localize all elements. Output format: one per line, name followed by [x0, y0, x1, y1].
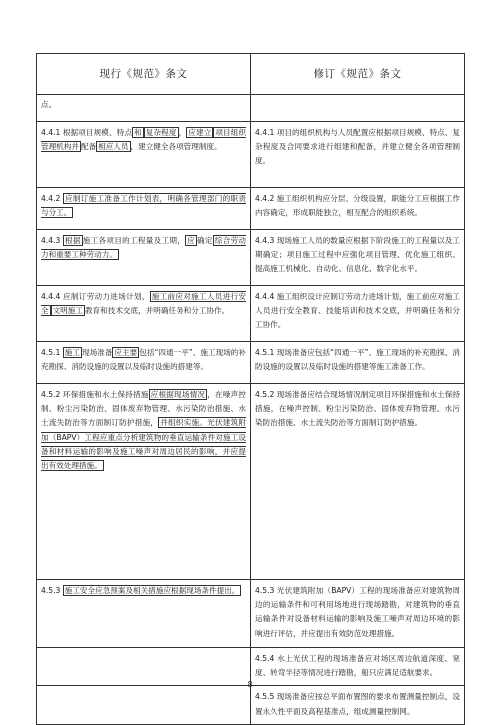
current-clause: 4.5.3 施工安全应急预案及相关措施应根据现场条件提出。 [37, 580, 251, 648]
table-row [37, 686, 465, 724]
table-row [37, 188, 465, 230]
revised-clause: 4.4.3 现场施工人员的数量应根据下阶段施工的工程量以及工期确定；项目施工过程中应强化项目管理、优化施工组织、提高施工机械化、自动化、信息化、数字化水平。 [251, 230, 465, 286]
current-clause: 4.4.3 根据 施工各项目的工程量及工期， 应 确定 综合劳动力和重要工种劳动力。 [37, 230, 251, 286]
revised-clause: 4.5.2 现场准备应结合现场情况制定项目环保措施和水土保持措施，在噪声控制、粉尘污染防治、固体废弃物管理、水污染防治措施、水土流失防治等方面制订防护措施。 [251, 384, 465, 580]
header-revised: 修订《规范》条文 [251, 54, 465, 95]
revised-clause [251, 95, 465, 122]
revised-clause: 4.5.4 水上光伏工程的现场准备应对场区周边航道深度、宽度、转弯半径等情况进行踏勘，船只应满足适航要求。 [251, 648, 465, 686]
current-clause: 点。 [37, 95, 251, 122]
current-clause: 4.5.1 施工 现场准备 应主要 包括“四通一平”、施工现场的补充勘探、消防设施的设置以及临时设施的搭建等。 [37, 342, 251, 384]
current-clause: 4.5.2 环保措施和水土保持措施 应根据现场情况 ，在噪声控制、粉尘污染防治、固体废弃物管理、水污染防治措施、水土流失防治等方面制订防护措施， 并组织实施。光伏建筑附加（BAPV）工程应重点分析建筑物的垂直运输条件对施工设备和材料运输的影响及施工噪声对周边居民的影响，并应提出有效处理措施。 [37, 384, 251, 580]
table-row [37, 286, 465, 342]
comparison-table [36, 53, 465, 725]
revised-clause: 4.5.5 现场准备应按总平面布置图的要求布置测量控制点，设置永久性平面及高程基准点，组成测量控制网。 [251, 686, 465, 724]
current-clause-empty [37, 686, 251, 724]
table-row [37, 95, 465, 122]
header-current: 现行《规范》条文 [37, 54, 251, 95]
revised-clause: 4.4.4 施工组织设计应制订劳动力进场计划，施工前应对施工人员进行安全教育、技能培训和技术交底，并明确任务和分工协作。 [251, 286, 465, 342]
current-clause: 4.4.2 应制订施工准备工作计划表，明确各管理部门的职责与分工。 [37, 188, 251, 230]
revised-clause: 4.4.2 施工组织机构应分层、分级设置，职能分工应根据工作内容确定，形成职能独立，相互配合的组织系统。 [251, 188, 465, 230]
table-row [37, 342, 465, 384]
revised-clause: 4.4.1 项目的组织机构与人员配置应根据项目规模、特点、复杂程度及合同要求进行组建和配备，并建立健全各项管理制度。 [251, 122, 465, 188]
table-row [37, 384, 465, 580]
table-row [37, 122, 465, 188]
current-clause: 4.4.1 根据项目规模、特点 和 复杂程度 ， 应建立 项目组织管理机构并 配备 相应人员 ，建立健全各项管理制度。 [37, 122, 251, 188]
table-header-row [37, 54, 465, 95]
page-number: 8 [247, 680, 253, 689]
table-row [37, 580, 465, 648]
current-clause: 4.4.4 应制订劳动力进场计划， 施工前应对施工人员进行安全 文明施工 教育和技术交底，并明确任务和分工协作。 [37, 286, 251, 342]
revised-clause: 4.5.1 现场准备应包括“四通一平”、施工现场的补充勘探、消防设施的设置以及临时设施的搭建等施工准备工作。 [251, 342, 465, 384]
revised-clause: 4.5.3 光伏建筑附加（BAPV）工程的现场准备应对建筑物周边的运输条件和可利用场地进行现场踏勘，对建筑物的垂直运输条件对设备材料运输的影响及施工噪声对周边环境的影响进行评估，并应提出有效防范处理措施。 [251, 580, 465, 648]
table-row [37, 230, 465, 286]
